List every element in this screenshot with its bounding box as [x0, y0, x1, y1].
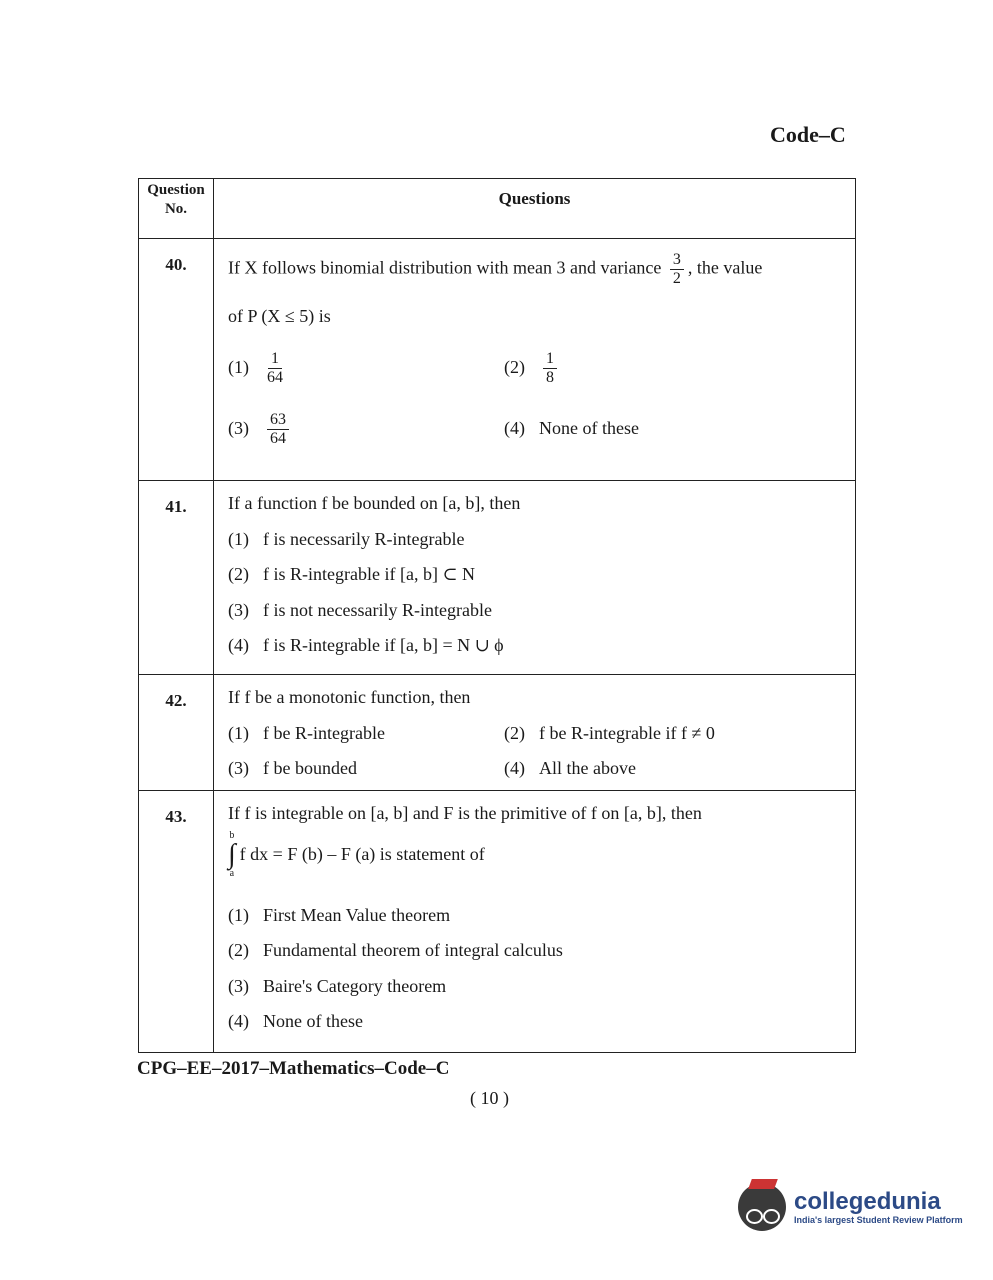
option-3: (3) $\frac{63}{64}$	[228, 411, 504, 448]
option-2: (2) f be R-integrable if f ≠ 0	[504, 722, 715, 743]
options-grid	[228, 723, 845, 780]
question-text: If f is integrable on [a, b] and F is the primitive of f on [a, b], then	[228, 803, 702, 823]
question-row-40	[139, 239, 856, 481]
fraction: $\frac{3}{2}$	[670, 251, 684, 288]
mascot-icon	[738, 1183, 786, 1231]
question-number: 40.	[139, 239, 214, 481]
option-4: (4) f is R-integrable if [a, b] = N ∪ ϕ	[228, 635, 504, 656]
option-2: (2) $\frac{1}{8}$	[504, 350, 845, 387]
question-table	[138, 178, 856, 1053]
option-3: (3) f is not necessarily R-integrable	[228, 599, 492, 620]
option-4: (4) None of these	[504, 418, 639, 439]
question-text: If f be a monotonic function, then	[228, 687, 471, 707]
option-2: (2) Fundamental theorem of integral calculus	[228, 940, 563, 961]
option-1: (1) f is necessarily R-integrable	[228, 528, 465, 549]
options-list	[228, 529, 845, 657]
paper-code-footer: CPG–EE–2017–Mathematics–Code–C	[137, 1058, 450, 1079]
integral-sign: b ∫ a	[228, 829, 236, 879]
question-text: If a function f be bounded on [a, b], then	[228, 493, 521, 513]
integral-statement: b ∫ a f dx = F (b) – F (a) is statement of	[228, 829, 485, 879]
col-header-qno: Question No.	[139, 179, 214, 239]
question-body	[214, 239, 856, 481]
question-text: If X follows binomial distribution with mean 3 and variance $\frac{3}{2}$ , the value	[228, 251, 763, 287]
question-text-cont: of P (X ≤ 5) is	[228, 306, 331, 326]
option-4: (4) None of these	[228, 1011, 363, 1032]
option-1: (1) $\frac{1}{64}$	[228, 349, 283, 386]
option-1: (1) f be R-integrable	[228, 722, 385, 743]
option-3: (3) Baire's Category theorem	[228, 975, 447, 996]
brand-tagline: India's largest Student Review Platform	[794, 1215, 963, 1225]
collegedunia-logo	[738, 1176, 968, 1238]
option-4: (4) All the above	[504, 758, 636, 779]
option-1: (1) First Mean Value theorem	[228, 904, 451, 925]
question-body	[214, 481, 856, 675]
question-number: 42.	[139, 675, 214, 791]
question-number: 41.	[139, 481, 214, 675]
code-label: Code–C	[770, 122, 846, 147]
options-grid	[228, 350, 845, 448]
table-header-row	[139, 179, 856, 239]
option-2: (2) f is R-integrable if [a, b] ⊂ N	[228, 564, 476, 585]
brand-name: collegedunia	[794, 1188, 941, 1215]
question-row-43	[139, 791, 856, 1053]
question-row-41	[139, 481, 856, 675]
question-number: 43.	[139, 791, 214, 1053]
page-number: ( 10 )	[470, 1088, 509, 1108]
options-list	[228, 905, 845, 1033]
option-3: (3) f be bounded	[228, 758, 357, 779]
question-row-42	[139, 675, 856, 791]
col-header-questions: Questions	[214, 179, 856, 239]
question-body	[214, 791, 856, 1053]
question-body	[214, 675, 856, 791]
